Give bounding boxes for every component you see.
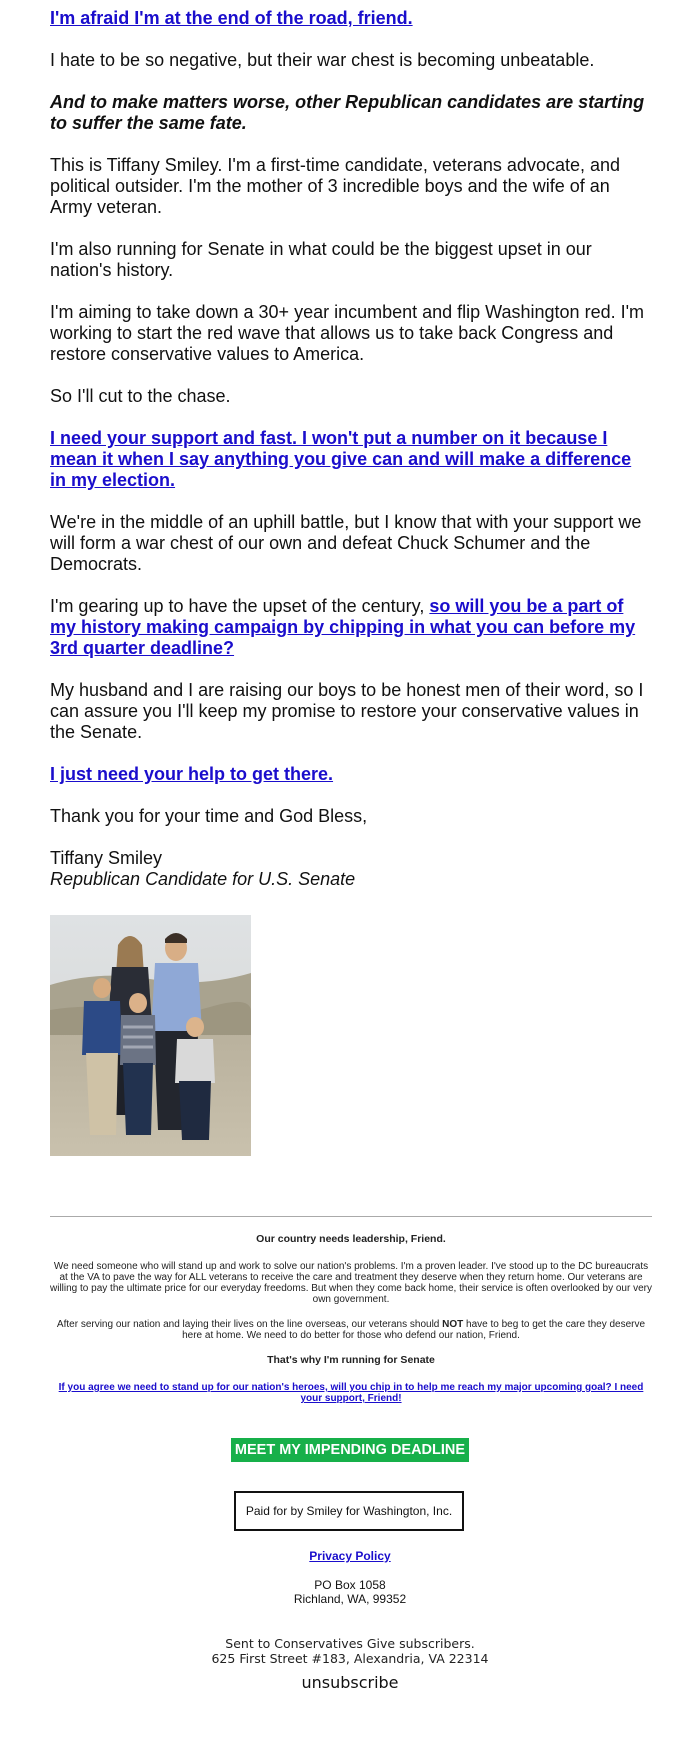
upset-text: I'm gearing up to have the upset of the century, (50, 596, 430, 616)
end-of-road-link[interactable]: I'm afraid I'm at the end of the road, friend. (50, 8, 413, 28)
paragraph-worse: And to make matters worse, other Republican candidates are starting to suffer the same fate. (50, 92, 645, 133)
footer-paragraph-veterans (50, 1319, 652, 1341)
signature-name: Tiffany Smiley (50, 848, 163, 868)
footer-divider (50, 1216, 652, 1217)
help-link[interactable]: I just need your help to get there. (50, 764, 334, 784)
support-link[interactable]: I need your support and fast. I won't put a number on it because I mean it when I say anything you give can and will make a difference in my election. (50, 428, 632, 490)
unsubscribe-container (0, 1673, 700, 1692)
paragraph-uphill: We're in the middle of an uphill battle, but I know that with your support we will form a war chest of our own and defeat Chuck Schumer and the Democrats. (50, 512, 642, 574)
email-body (50, 8, 650, 890)
footer-heading: Our country needs leadership, Friend. (256, 1233, 446, 1245)
paragraph-war-chest: I hate to be so negative, but their war chest is becoming unbeatable. (50, 50, 595, 70)
footer-why-heading: That's why I'm running for Senate (267, 1354, 435, 1366)
paragraph-husband: My husband and I are raising our boys to be honest men of their word, so I can assure you I'll keep my promise to restore your conservative values in the Senate. (50, 680, 644, 742)
mailing-address (0, 1578, 700, 1606)
paid-for-box: Paid for by Smiley for Washington, Inc. (234, 1491, 464, 1531)
paragraph-senate: I'm also running for Senate in what could be the biggest upset in our nation's history. (50, 239, 592, 280)
privacy-policy-link[interactable]: Privacy Policy (309, 1549, 391, 1563)
cta-container (0, 1438, 700, 1462)
veterans-text-not: NOT (442, 1319, 464, 1330)
footer (50, 1234, 652, 1418)
meet-deadline-button[interactable]: MEET MY IMPENDING DEADLINE (231, 1438, 469, 1462)
paragraph-chase: So I'll cut to the chase. (50, 386, 231, 406)
veterans-text-end: have to beg to get the care they deserve here at home. We need to do better for those who defend our nation, Friend. (182, 1319, 646, 1341)
sender-address: 625 First Street #183, Alexandria, VA 22314 (211, 1651, 489, 1666)
unsubscribe-link[interactable]: unsubscribe (301, 1673, 399, 1692)
sender-info (0, 1636, 700, 1666)
paragraph-intro: This is Tiffany Smiley. I'm a first-time candidate, veterans advocate, and political outsider. I'm the mother of 3 incredible boys and the wife of an Army veteran. (50, 155, 621, 217)
deadline-link[interactable]: so will you be a part of my history making campaign by chipping in what you can before my 3rd quarter deadline? (50, 596, 636, 658)
paragraph-upset (50, 596, 650, 659)
footer-paragraph-leader: We need someone who will stand up and work to solve our nation's problems. I'm a proven leader. I've stood up to the DC bureaucrats at the VA to pave the way for ALL veterans to receive the care and treatment they deserve when they return home. Our veterans are willing to pay the ultimate price for our everyday freedoms. But when they come back home, their service is often overlooked by our very own government. (50, 1261, 652, 1305)
city-state-zip: Richland, WA, 99352 (293, 1592, 407, 1606)
paragraph-thanks: Thank you for your time and God Bless, (50, 806, 368, 826)
po-box: PO Box 1058 (314, 1578, 386, 1592)
paragraph-incumbent: I'm aiming to take down a 30+ year incumbent and flip Washington red. I'm working to start the red wave that allows us to take back Congress and restore conservative values to America. (50, 302, 645, 364)
privacy-container (0, 1549, 700, 1563)
chip-in-link[interactable]: If you agree we need to stand up for our nation's heroes, will you chip in to help me reach my major upcoming goal? I need your support, Friend! (58, 1382, 644, 1404)
sent-to-line: Sent to Conservatives Give subscribers. (225, 1636, 475, 1651)
signature-title: Republican Candidate for U.S. Senate (50, 869, 356, 889)
veterans-text-start: After serving our nation and laying their lives on the line overseas, our veterans should (56, 1319, 443, 1330)
family-photo (50, 915, 251, 1156)
